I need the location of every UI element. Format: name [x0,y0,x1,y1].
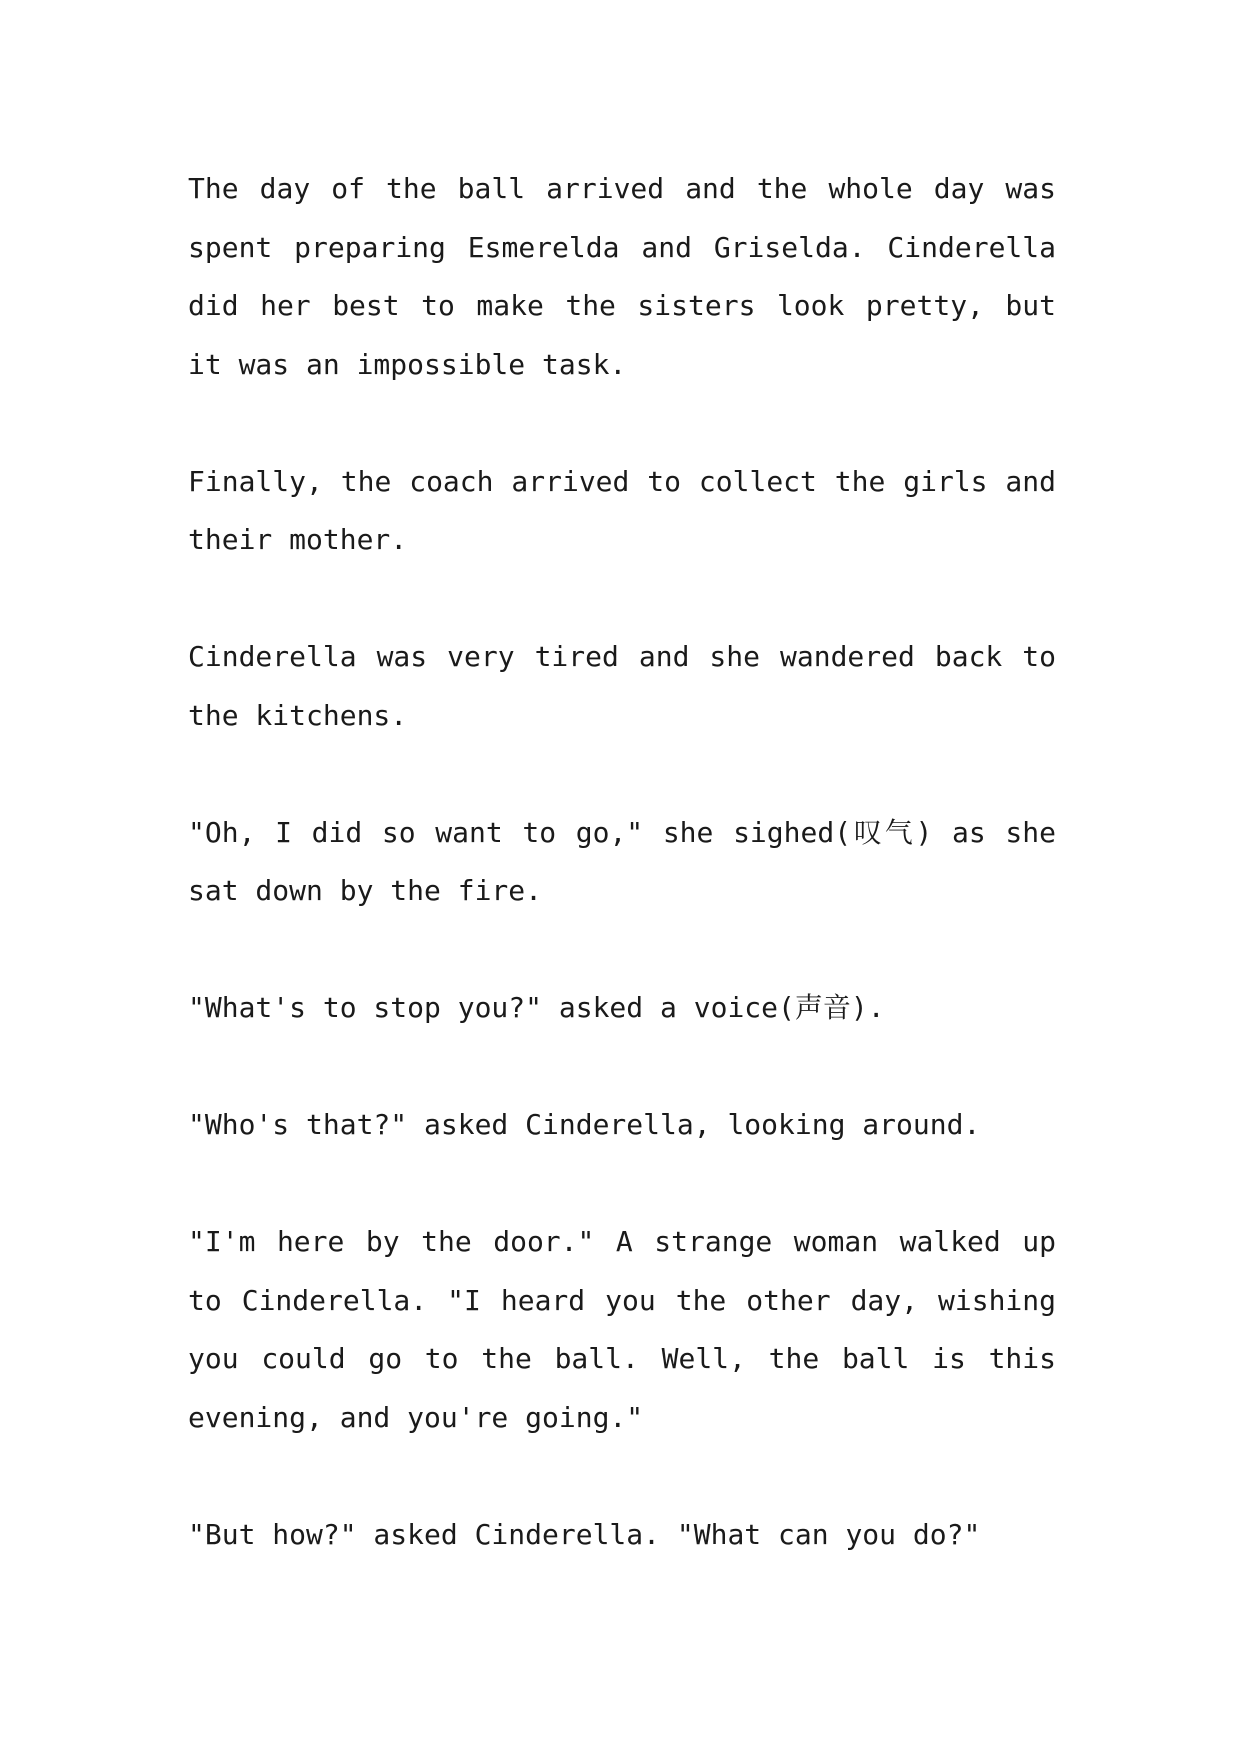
paragraph-strange-woman: "I'm here by the door." A strange woman walked up to Cinderella. "I heard you the other day, wishing you could go to the ball. Well, the ball is this evening, and you're going." [188,1225,1056,1434]
paragraph-cinderella-tired: Cinderella was very tired and she wandered back to the kitchens. [188,640,1056,732]
paragraph-but-how: "But how?" asked Cinderella. "What can you do?" [188,1517,981,1551]
paragraph-whos-that: "Who's that?" asked Cinderella, looking around. [188,1108,981,1141]
paragraph-sigh: "Oh, I did so want to go," she sighed(叹气) as she sat down by the fire. [188,815,1056,907]
paragraph-ball-day: The day of the ball arrived and the whole day was spent preparing Esmerelda and Griselda. Cinderella did her best to make the sisters look pretty, but it was an impossible task. [188,172,1056,381]
paragraph-coach-arrives: Finally, the coach arrived to collect the girls and their mother. [188,464,1056,556]
story-text [188,160,1056,1564]
paragraph-voice: "What's to stop you?" asked a voice(声音). [188,991,885,1024]
